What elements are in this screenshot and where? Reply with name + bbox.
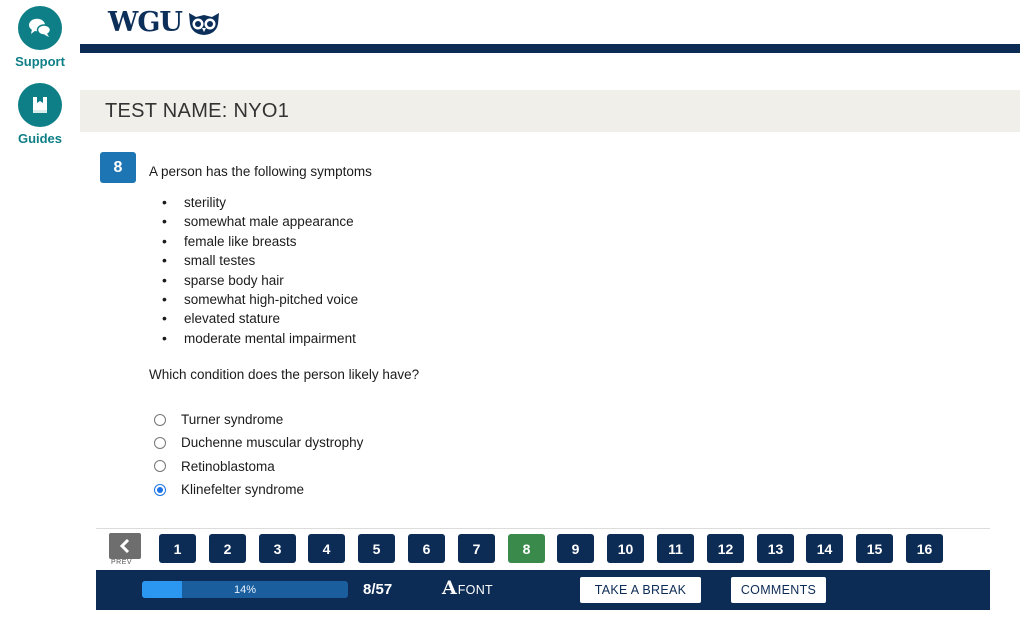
question-button-8-current[interactable]: 8 <box>508 534 545 563</box>
symptom-item: • small testes <box>162 253 358 272</box>
book-icon <box>18 83 62 127</box>
question-number-badge: 8 <box>100 152 136 183</box>
question-count: 8/57 <box>363 581 393 598</box>
prev-label: PREV <box>111 559 133 566</box>
answer-label: Retinoblastoma <box>181 458 275 474</box>
guides-label: Guides <box>17 131 63 146</box>
test-name-banner <box>80 90 1020 132</box>
question-text: A person has the following symptoms <box>149 164 372 179</box>
symptom-item: • moderate mental impairment <box>162 331 358 350</box>
font-icon: A <box>442 577 457 599</box>
progress-bar <box>142 581 348 598</box>
chevron-left-icon <box>119 539 131 553</box>
header-rule <box>80 44 1020 53</box>
answer-option-turner[interactable] <box>154 408 363 431</box>
question-button-14[interactable]: 14 <box>806 534 843 563</box>
owl-icon <box>186 10 222 36</box>
symptom-item: • sparse body hair <box>162 273 358 292</box>
symptom-item: • elevated stature <box>162 311 358 330</box>
support-button[interactable] <box>12 6 68 69</box>
answer-options <box>154 408 363 501</box>
question-button-1[interactable]: 1 <box>159 534 196 563</box>
radio-button-selected[interactable] <box>154 484 166 496</box>
answer-label: Klinefelter syndrome <box>181 482 305 498</box>
question-button-4[interactable]: 4 <box>308 534 345 563</box>
question-button-16[interactable]: 16 <box>906 534 943 563</box>
chat-icon <box>18 6 62 50</box>
guides-button[interactable] <box>12 83 68 146</box>
question-button-12[interactable]: 12 <box>707 534 744 563</box>
question-button-13[interactable]: 13 <box>757 534 794 563</box>
symptom-item: • somewhat male appearance <box>162 214 358 233</box>
radio-button[interactable] <box>154 437 166 449</box>
symptom-item: • somewhat high-pitched voice <box>162 292 358 311</box>
question-button-11[interactable]: 11 <box>657 534 694 563</box>
symptom-list <box>162 195 358 350</box>
question-button-2[interactable]: 2 <box>209 534 246 563</box>
test-name: TEST NAME: NYO1 <box>105 99 290 122</box>
radio-button[interactable] <box>154 460 166 472</box>
question-button-9[interactable]: 9 <box>557 534 594 563</box>
answer-option-duchenne[interactable] <box>154 431 363 454</box>
take-a-break-button[interactable]: TAKE A BREAK <box>580 577 701 603</box>
question-button-3[interactable]: 3 <box>259 534 296 563</box>
font-size-button[interactable] <box>442 577 493 599</box>
answer-option-retinoblastoma[interactable] <box>154 455 363 478</box>
question-button-7[interactable]: 7 <box>458 534 495 563</box>
answer-label: Duchenne muscular dystrophy <box>181 435 364 451</box>
question-button-6[interactable]: 6 <box>408 534 445 563</box>
prev-button[interactable] <box>109 533 141 559</box>
symptom-item: • sterility <box>162 195 358 214</box>
logo-text: WGU <box>108 7 182 38</box>
question-button-5[interactable]: 5 <box>358 534 395 563</box>
answer-label: Turner syndrome <box>181 412 284 428</box>
symptom-item: • female like breasts <box>162 234 358 253</box>
answer-option-klinefelter[interactable] <box>154 478 363 501</box>
radio-button[interactable] <box>154 414 166 426</box>
progress-label: 14% <box>233 583 257 596</box>
question-button-10[interactable]: 10 <box>607 534 644 563</box>
question-button-15[interactable]: 15 <box>856 534 893 563</box>
font-label: FONT <box>457 583 493 597</box>
question-prompt: Which condition does the person likely have? <box>149 367 420 382</box>
support-label: Support <box>15 54 65 69</box>
wgu-logo <box>108 7 222 38</box>
comments-button[interactable]: COMMENTS <box>731 577 826 603</box>
